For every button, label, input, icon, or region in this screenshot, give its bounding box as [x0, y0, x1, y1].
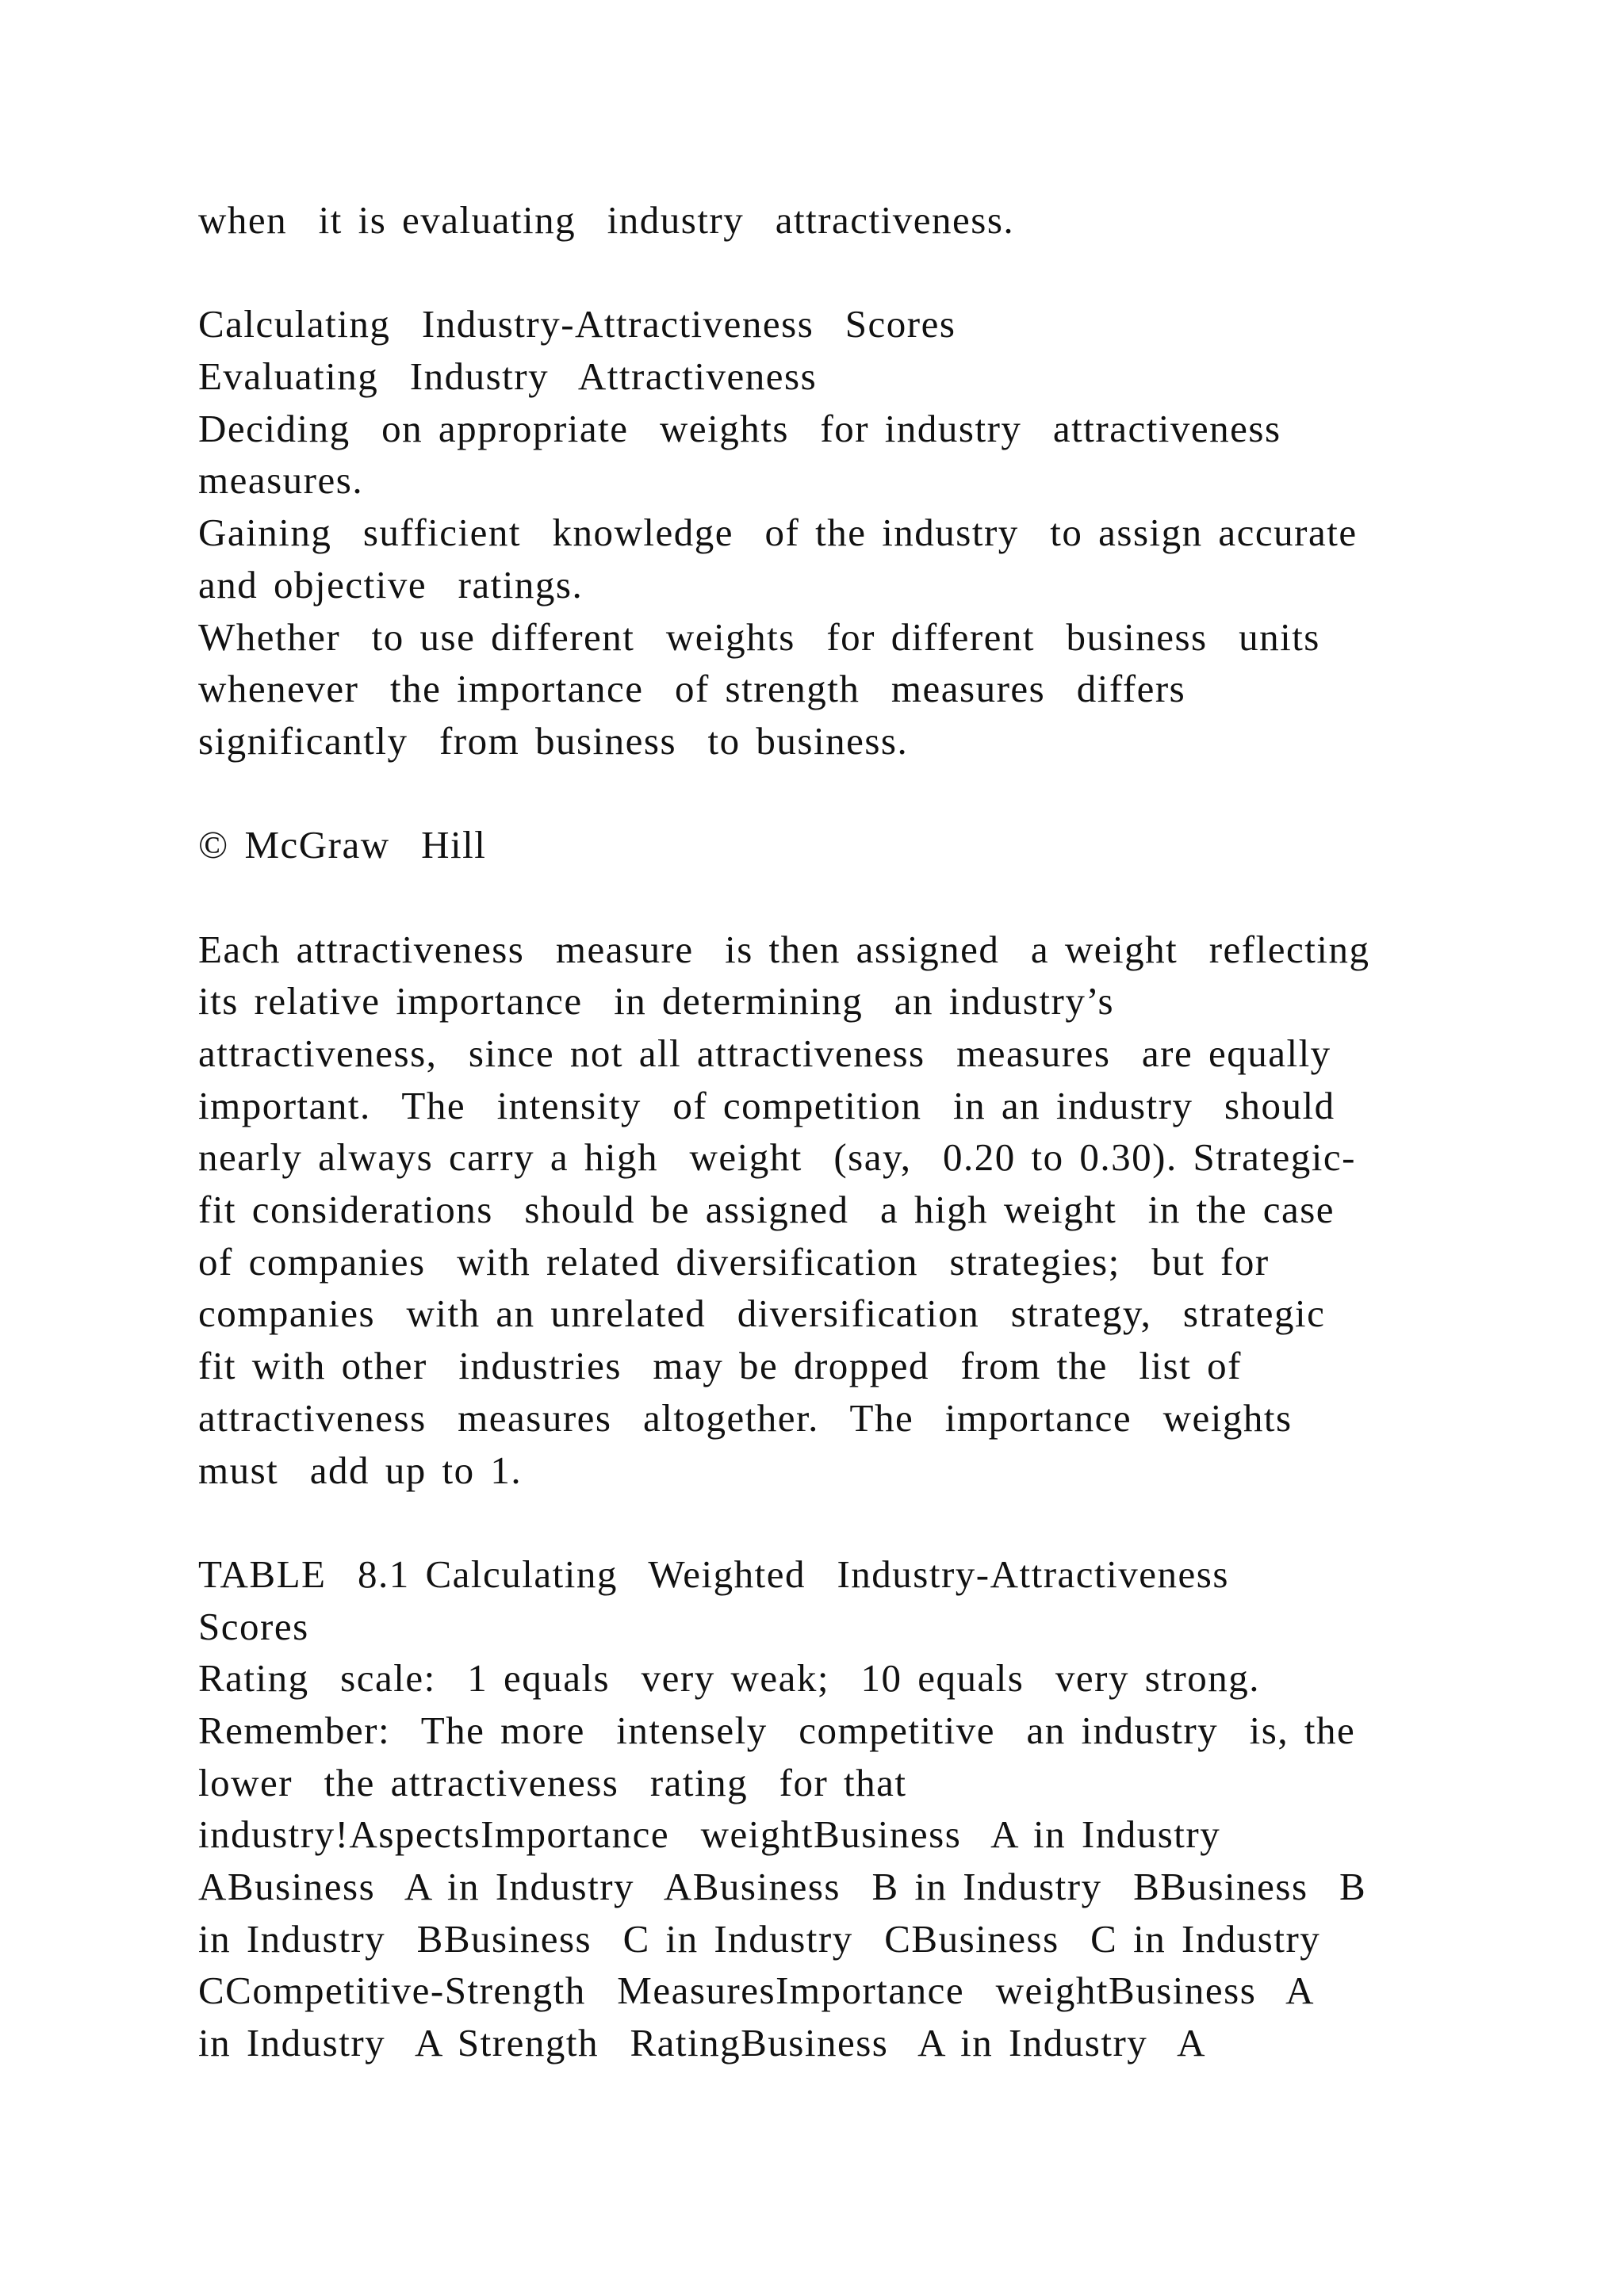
text-line: significantly from business to business.: [198, 718, 909, 763]
paragraph-line: companies with an unrelated diversification strategy, strategic: [198, 1292, 1326, 1336]
text-line: measures.: [198, 458, 364, 503]
paragraph-line: of companies with related diversification strategies; but for: [198, 1239, 1270, 1284]
text-line: Whether to use different weights for different business units: [198, 614, 1320, 659]
paragraph-line: its relative importance in determining an industry’s: [198, 979, 1115, 1024]
text-line: when it is evaluating industry attractiveness.: [198, 198, 1015, 242]
paragraph-line: must add up to 1.: [198, 1448, 523, 1492]
blank-line: [198, 767, 1467, 820]
paragraph-line: fit with other industries may be dropped from the list of: [198, 1344, 1242, 1388]
table-text-line: industry!AspectsImportance weightBusiness A in Industry: [198, 1812, 1221, 1857]
table-title: TABLE 8.1 Calculating Weighted Industry-Attractiveness: [198, 1552, 1229, 1596]
paragraph-line: nearly always carry a high weight (say, 0.20 to 0.30). Strategic-: [198, 1135, 1356, 1180]
paragraph-line: fit considerations should be assigned a high weight in the case: [198, 1188, 1335, 1232]
table-text-line: Remember: The more intensely competitive an industry is, the: [198, 1708, 1356, 1752]
paragraph-line: Each attractiveness measure is then assigned a weight reflecting: [198, 927, 1370, 971]
text-line: Gaining sufficient knowledge of the industry to assign accurate: [198, 511, 1358, 555]
text-line: Deciding on appropriate weights for industry attractiveness: [198, 406, 1281, 450]
text-line: and objective ratings.: [198, 562, 584, 607]
table-text-line: in Industry BBusiness C in Industry CBusiness C in Industry: [198, 1916, 1321, 1961]
text-line: whenever the importance of strength measures differs: [198, 667, 1186, 711]
table-text-line: CCompetitive-Strength MeasuresImportance weightBusiness A: [198, 1969, 1315, 2013]
paragraph-line: attractiveness, since not all attractiveness measures are equally: [198, 1031, 1331, 1075]
table-title: Scores: [198, 1604, 309, 1648]
blank-line: [198, 247, 1467, 299]
table-text-line: Rating scale: 1 equals very weak; 10 equals very strong.: [198, 1656, 1260, 1701]
table-text-line: ABusiness A in Industry ABusiness B in Industry BBusiness B: [198, 1865, 1367, 1908]
blank-line: [198, 871, 1467, 924]
copyright-line: © McGraw Hill: [198, 823, 487, 867]
paragraph-line: attractiveness measures altogether. The importance weights: [198, 1395, 1293, 1440]
document-body: [198, 194, 1467, 2069]
blank-line: [198, 1496, 1467, 1548]
section-subheading: Evaluating Industry Attractiveness: [198, 354, 818, 399]
paragraph-line: important. The intensity of competition in an industry should: [198, 1083, 1335, 1127]
table-text-line: in Industry A Strength RatingBusiness A in Industry A: [198, 2021, 1206, 2065]
section-heading: Calculating Industry-Attractiveness Scores: [198, 302, 956, 346]
table-text-line: lower the attractiveness rating for that: [198, 1760, 907, 1804]
